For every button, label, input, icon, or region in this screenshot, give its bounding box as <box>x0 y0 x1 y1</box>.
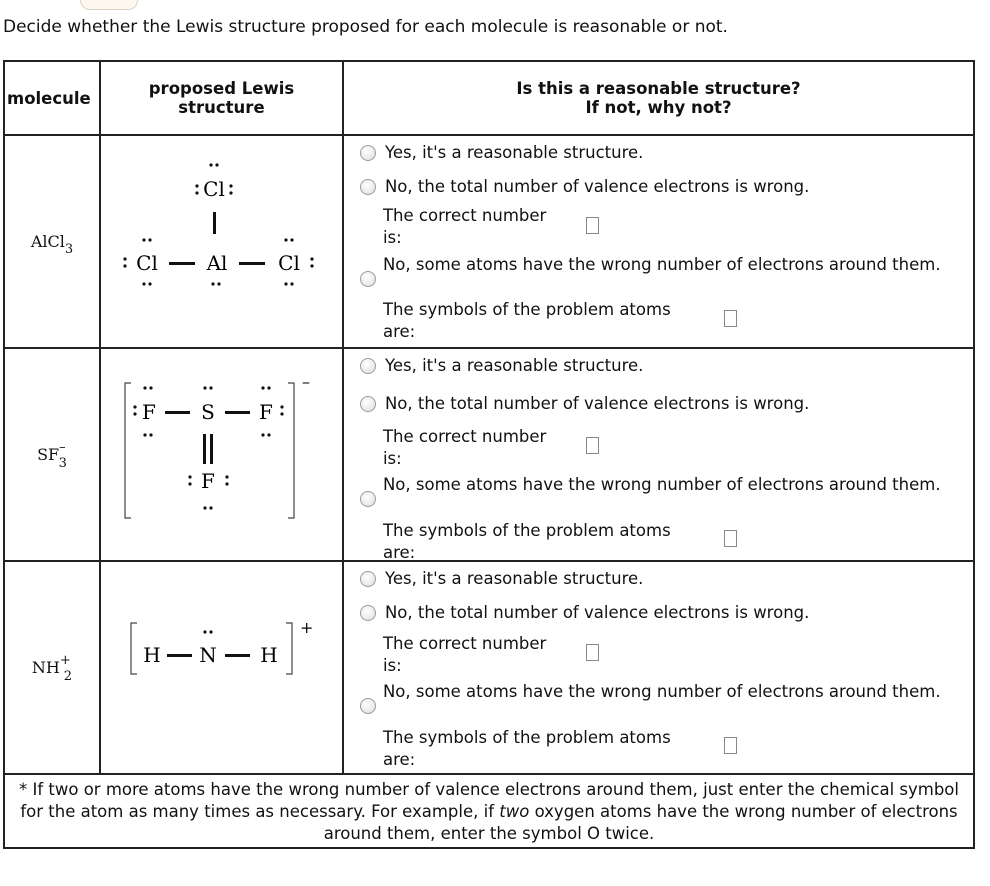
radio-button[interactable] <box>360 396 376 412</box>
lewis-structure-sf3 <box>101 349 342 559</box>
atom-left: F <box>142 400 156 424</box>
problem-atoms-input[interactable] <box>724 530 737 547</box>
correct-number-input[interactable] <box>586 217 599 234</box>
header-molecule: molecule <box>4 61 100 135</box>
question-table <box>3 60 975 849</box>
problem-atoms-label: The symbols of the problem atoms are: <box>382 728 671 769</box>
lewis-structure-alcl3 <box>101 136 342 346</box>
radio-button[interactable] <box>360 358 376 374</box>
footnote-row <box>4 774 974 848</box>
lewis-structure-cell <box>100 348 343 561</box>
atom-top: Cl <box>203 177 225 201</box>
radio-button[interactable] <box>360 491 376 507</box>
options-cell: Yes, it's a reasonable structure. No, the total number of valence electrons is wrong. The correct number is: No, some atoms have the wrong number of electrons around them. The symbols of the problem atoms are: <box>343 561 974 774</box>
option-yes[interactable]: Yes, it's a reasonable structure. <box>360 569 643 588</box>
radio-button[interactable] <box>360 698 376 714</box>
problem-atoms-label: The symbols of the problem atoms are: <box>382 300 671 341</box>
atom-bottom: F <box>201 469 215 493</box>
radio-button[interactable] <box>360 605 376 621</box>
atom-center: Al <box>206 251 228 275</box>
lewis-structure-nh2 <box>101 562 342 772</box>
option-wrong-valence-total[interactable]: No, the total number of valence electrons is wrong. <box>360 394 809 413</box>
problem-atoms-label: The symbols of the problem atoms are: <box>382 521 671 562</box>
correct-number-input[interactable] <box>586 437 599 454</box>
molecule-formula: $NH^+_2$ <box>4 561 100 774</box>
charge-label: – <box>301 372 310 391</box>
instruction-text: Decide whether the Lewis structure proposed for each molecule is reasonable or not. <box>3 17 728 37</box>
option-yes[interactable]: Yes, it's a reasonable structure. <box>360 356 643 375</box>
header-lewis: proposed Lewis structure <box>100 61 343 135</box>
footnote: * If two or more atoms have the wrong number of valence electrons around them, just enter the chemical symbol for the atom as many times as necessary. For example, if two oxygen atoms have the wrong number of electrons around them, enter the symbol O twice. <box>4 774 974 848</box>
lewis-structure-cell <box>100 135 343 348</box>
lewis-structure-cell <box>100 561 343 774</box>
charge-label: + <box>299 618 314 637</box>
top-tab-decoration <box>80 0 138 10</box>
radio-button[interactable] <box>360 271 376 287</box>
correct-number-label: The correct number is: <box>382 206 547 247</box>
correct-number-input[interactable] <box>586 644 599 661</box>
atom-left: H <box>143 643 161 667</box>
molecule-row-sf3-minus <box>4 348 974 561</box>
atom-right: Cl <box>278 251 300 275</box>
molecule-row-alcl3 <box>4 135 974 348</box>
atom-center: N <box>199 643 217 667</box>
options-cell: Yes, it's a reasonable structure. No, the total number of valence electrons is wrong. The correct number is: No, some atoms have the wrong number of electrons around them. The symbols of the problem atoms are: <box>343 348 974 561</box>
radio-button[interactable] <box>360 571 376 587</box>
header-row <box>4 61 974 135</box>
atom-center: S <box>201 400 215 424</box>
molecule-formula: AlCl$_3$ <box>4 135 100 348</box>
correct-number-label: The correct number is: <box>382 427 547 468</box>
molecule-row-nh2-plus <box>4 561 974 774</box>
problem-atoms-input[interactable] <box>724 310 737 327</box>
options-cell: Yes, it's a reasonable structure. No, the total number of valence electrons is wrong. The correct number is: No, some atoms have the wrong number of electrons around them. The symbols of the problem atoms are: <box>343 135 974 348</box>
problem-atoms-input[interactable] <box>724 737 737 754</box>
option-wrong-valence-total[interactable]: No, the total number of valence electrons is wrong. <box>360 177 809 196</box>
option-wrong-valence-total[interactable]: No, the total number of valence electrons is wrong. <box>360 603 809 622</box>
atom-right: F <box>259 400 273 424</box>
correct-number-label: The correct number is: <box>382 634 547 675</box>
radio-button[interactable] <box>360 145 376 161</box>
molecule-formula: $SF^-_3$ <box>4 348 100 561</box>
radio-button[interactable] <box>360 179 376 195</box>
header-question: Is this a reasonable structure? If not, why not? <box>343 61 974 135</box>
atom-right: H <box>260 643 278 667</box>
atom-left: Cl <box>136 251 158 275</box>
option-yes[interactable]: Yes, it's a reasonable structure. <box>360 143 643 162</box>
